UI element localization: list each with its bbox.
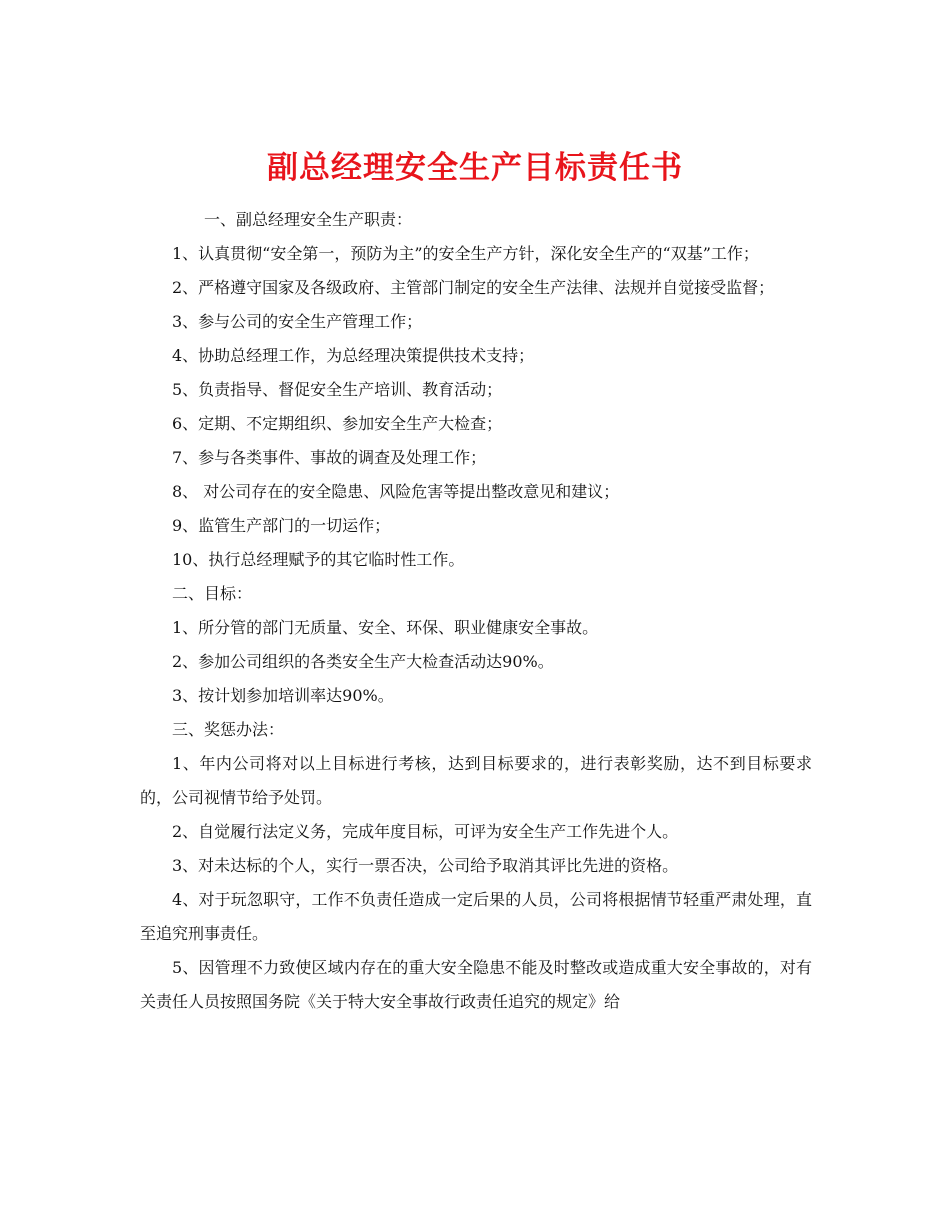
duty-item-10: 10、执行总经理赋予的其它临时性工作。 xyxy=(172,550,465,569)
duty-item-8: 8、 对公司存在的安全隐患、风险危害等提出整改意见和建议； xyxy=(172,482,620,501)
duty-item-5: 5、负责指导、督促安全生产培训、教育活动； xyxy=(172,380,503,399)
section-heading-goals: 二、目标： xyxy=(172,584,253,603)
section-heading-duties: 一、副总经理安全生产职责： xyxy=(204,210,413,229)
goal-item-3: 3、按计划参加培训率达90%。 xyxy=(172,686,394,705)
goal-item-2: 2、参加公司组织的各类安全生产大检查活动达90%。 xyxy=(172,652,554,671)
duty-item-4: 4、协助总经理工作，为总经理决策提供技术支持； xyxy=(172,346,535,365)
reward-item-3: 3、对未达标的个人，实行一票否决，公司给予取消其评比先进的资格。 xyxy=(172,856,679,875)
reward-item-2: 2、自觉履行法定义务，完成年度目标，可评为安全生产工作先进个人。 xyxy=(172,822,679,841)
duty-item-2: 2、严格遵守国家及各级政府、主管部门制定的安全生产法律、法规并自觉接受监督； xyxy=(172,278,775,297)
document-body xyxy=(140,203,812,1019)
goal-item-1: 1、所分管的部门无质量、安全、环保、职业健康安全事故。 xyxy=(172,618,599,637)
duty-item-6: 6、定期、不定期组织、参加安全生产大检查； xyxy=(172,414,503,433)
duty-item-7: 7、参与各类事件、事故的调查及处理工作； xyxy=(172,448,487,467)
document-title: 副总经理安全生产目标责任书 xyxy=(267,149,683,186)
reward-item-1: 1、年内公司将对以上目标进行考核，达到目标要求的，进行表彰奖励，达不到目标要求的，公司视情节给予处罚。 xyxy=(140,754,812,807)
duty-item-9: 9、监管生产部门的一切运作； xyxy=(172,516,391,535)
section-heading-rewards: 三、奖惩办法： xyxy=(172,720,285,739)
reward-item-4: 4、对于玩忽职守，工作不负责任造成一定后果的人员，公司将根据情节轻重严肃处理，直至追究刑事责任。 xyxy=(140,890,812,943)
duty-item-3: 3、参与公司的安全生产管理工作； xyxy=(172,312,423,331)
duty-item-1: 1、认真贯彻“安全第一，预防为主”的安全生产方针，深化安全生产的“双基”工作； xyxy=(172,244,759,263)
reward-item-5: 5、因管理不力致使区域内存在的重大安全隐患不能及时整改或造成重大安全事故的，对有关责任人员按照国务院《关于特大安全事故行政责任追究的规定》给 xyxy=(140,958,812,1011)
